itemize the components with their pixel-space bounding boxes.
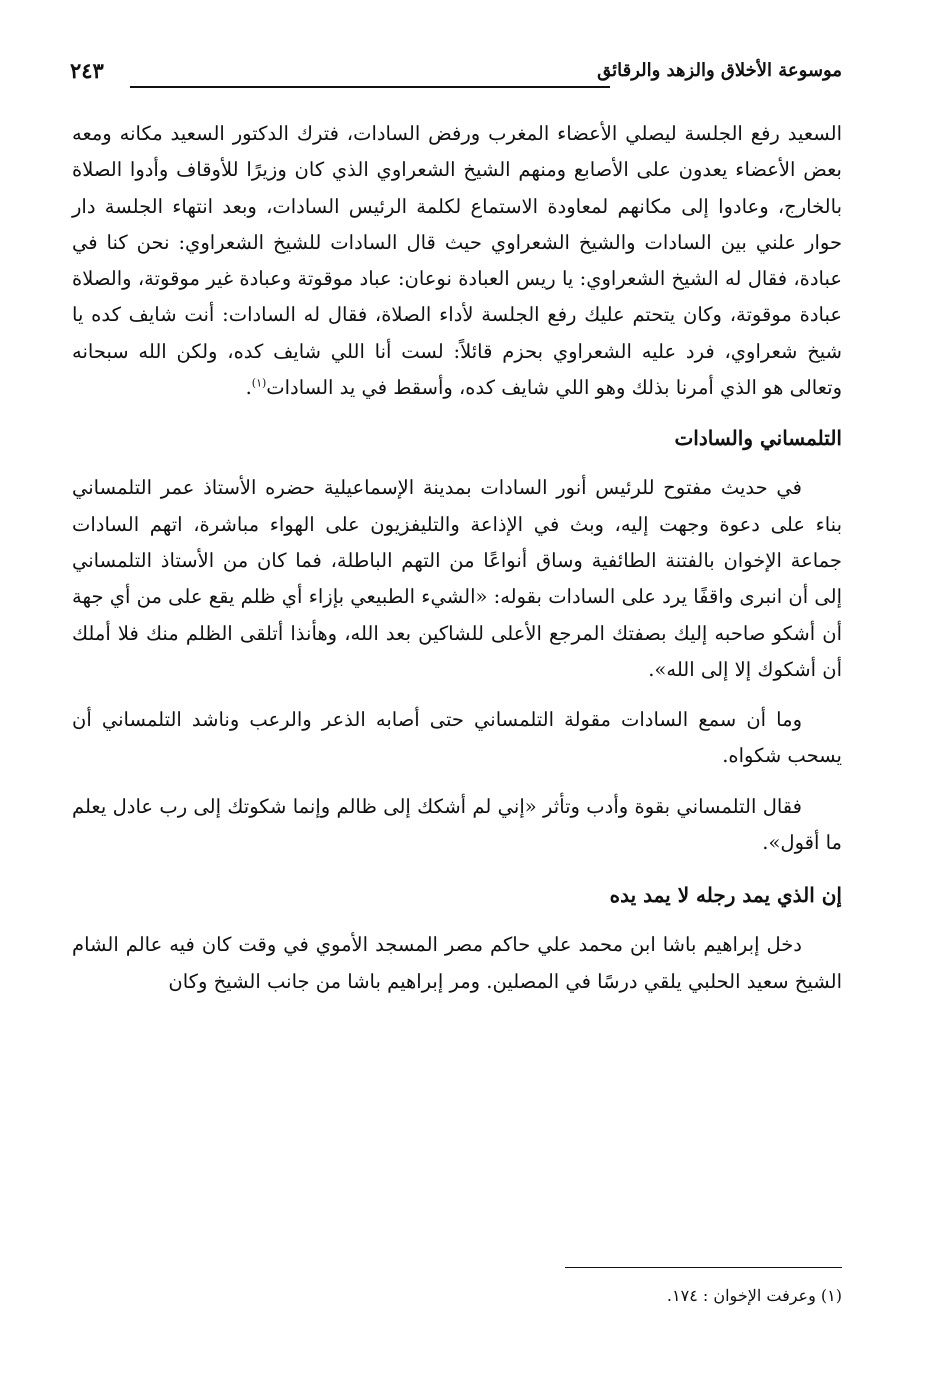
footnote-rule <box>565 1267 842 1268</box>
footnote: (١) وعرفت الإخوان : ١٧٤. <box>666 1286 842 1305</box>
page-number: ٢٤٣ <box>70 58 104 83</box>
paragraph: في حديث مفتوح للرئيس أنور السادات بمدينة الإسماعيلية حضره الأستاذ عمر التلمساني بناء على دعوة وجهت إليه، وبث في الإذاعة والتليفزيون على الهواء مباشرة، اتهم السادات جماعة الإخوان بالفتنة الطائفية وساق أنواعًا من التهم الباطلة، فما كان من الأستاذ التلمساني إلى أن انبرى واقفًا يرد على السادات بقوله: «الشيء الطبيعي بإزاء أي ظلم يقع على من أي جهة أن أشكو صاحبه إليك بصفتك المرجع الأعلى للشاكين بعد الله، وهأنذا أتلقى الظلم منك فلا أملك أن أشكوك إلا إلى الله». <box>72 476 842 681</box>
paragraph-end: . <box>245 376 252 400</box>
header-rule <box>130 86 610 88</box>
paragraph-text: السعيد رفع الجلسة ليصلي الأعضاء المغرب ورفض السادات، فترك الدكتور السعيد مكانه ومعه بعض الأعضاء يعدون على الأصابع ومنهم الشيخ الشعراوي الذي كان وزيرًا للأوقاف وأدوا الصلاة بالخارج، وعادوا إلى مكانهم لمعاودة الاستماع لكلمة الرئيس السادات، وبعد انتهاء الجلسة دار حوار علني بين السادات والشيخ الشعراوي حيث قال السادات للشيخ الشعراوي: نحن كنا في عبادة، فقال له الشيخ الشعراوي: يا ريس العبادة نوعان: عباد موقوتة وعبادة غير موقوتة، والصلاة عبادة موقوتة، وكان يتحتم عليك رفع الجلسة لأداء الصلاة، فقال له السادات: أنت شايف كده يا شيخ شعراوي، فرد عليه الشعراوي بحزم قائلاً: لست أنا اللي شايف كده، ولكن الله سبحانه وتعالى هو الذي أمرنا بذلك وهو اللي شايف كده، وأسقط في يد السادات <box>72 122 842 400</box>
running-title: موسوعة الأخلاق والزهد والرقائق <box>597 60 842 81</box>
section-heading: التلمساني والسادات <box>674 426 842 451</box>
main-text <box>72 116 842 1000</box>
section-heading: إن الذي يمد رجله لا يمد يده <box>609 883 842 908</box>
paragraph: دخل إبراهيم باشا ابن محمد علي حاكم مصر المسجد الأموي في وقت كان فيه عالم الشام الشيخ سعيد الحلبي يلقي درسًا في المصلين. ومر إبراهيم باشا من جانب الشيخ وكان <box>72 933 842 993</box>
footnote-reference[interactable]: (١) <box>251 376 267 390</box>
paragraph <box>72 116 842 406</box>
page-header <box>70 56 842 96</box>
paragraph: فقال التلمساني بقوة وأدب وتأثر «إني لم أشكك إلى ظالم وإنما شكوتك إلى رب عادل يعلم ما أقول». <box>72 794 842 855</box>
paragraph: وما أن سمع السادات مقولة التلمساني حتى أصابه الذعر والرعب وناشد التلمساني أن يسحب شكواه. <box>72 708 842 768</box>
